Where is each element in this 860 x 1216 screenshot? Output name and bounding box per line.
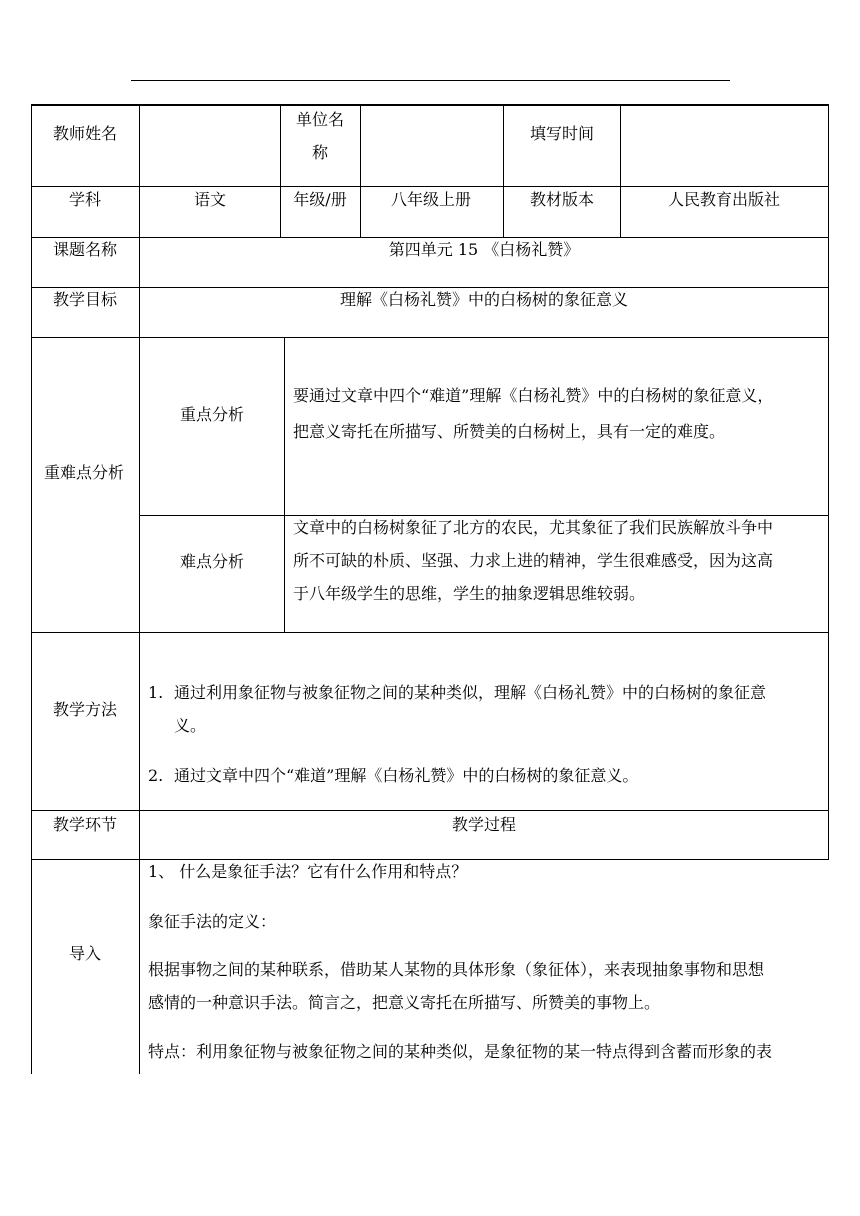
row-divider (31, 186, 829, 187)
method-item-text-line: 通过利用象征物与被象征物之间的某种类似，理解《白杨礼赞》中的白杨树的象征意 (174, 683, 767, 702)
lesson-title-label: 课题名称 (52, 240, 118, 259)
table-border-right (828, 104, 829, 859)
row-divider (31, 287, 829, 288)
method-item-number: 1. (148, 683, 164, 702)
difficulty-text-line: 所不可缺的朴质、坚强、力求上进的精神，学生很难感受，因为这高 (293, 551, 774, 570)
intro-definition-line: 根据事物之间的某种联系，借助某人某物的具体形象（象征体），来表现抽象事物和思想 (148, 960, 765, 979)
row-divider (31, 632, 829, 633)
intro-feature-line: 特点：利用象征物与被象征物之间的某种类似，是象征物的某一特点得到含蓄而形象的表 (148, 1042, 773, 1061)
teaching-goal-label: 教学目标 (52, 290, 118, 309)
method-item-text-line: 通过文章中四个“难道”理解《白杨礼赞》中的白杨树的象征意义。 (174, 766, 639, 785)
table-border-left (31, 104, 32, 1074)
teaching-process-label: 教学过程 (451, 815, 517, 834)
teaching-method-label: 教学方法 (52, 700, 118, 719)
teacher-name-label: 教师姓名 (52, 124, 118, 143)
grade-value: 八年级上册 (390, 190, 472, 209)
intro-definition-line: 感情的一种意识手法。简言之，把意义寄托在所描写、所赞美的事物上。 (148, 993, 661, 1012)
method-item-text-line: 义。 (174, 716, 207, 735)
unit-name-label-line1: 单位名 (295, 110, 345, 129)
unit-name-label-line2: 称 (311, 143, 329, 162)
row-divider (31, 810, 829, 811)
table-border-top (31, 104, 829, 106)
key-difficulty-analysis-label: 重难点分析 (43, 463, 125, 482)
col-divider (139, 104, 140, 1074)
col-divider (620, 104, 621, 237)
edition-label: 教材版本 (529, 190, 595, 209)
page-header-rule (131, 80, 730, 81)
teaching-goal-value: 理解《白杨礼赞》中的白杨树的象征意义 (339, 290, 629, 309)
intro-question: 1、 什么是象征手法？它有什么作用和特点？ (148, 862, 468, 881)
subject-label: 学科 (68, 190, 102, 209)
difficulty-text-line: 于八年级学生的思维，学生的抽象逻辑思维较弱。 (293, 584, 646, 603)
method-item-number: 2. (148, 766, 164, 785)
col-divider (284, 337, 285, 632)
edition-value: 人民教育出版社 (667, 190, 781, 209)
intro-stage-label: 导入 (68, 944, 102, 963)
key-point-label: 重点分析 (179, 405, 245, 424)
difficulty-text-line: 文章中的白杨树象征了北方的农民，尤其象征了我们民族解放斗争中 (293, 518, 774, 537)
fill-date-label: 填写时间 (529, 124, 595, 143)
grade-label: 年级/册 (293, 190, 347, 209)
difficulty-label: 难点分析 (179, 552, 245, 571)
row-divider (31, 859, 829, 860)
teaching-stage-label: 教学环节 (52, 815, 118, 834)
lesson-title-value: 第四单元 15 《白杨礼赞》 (388, 240, 580, 259)
row-divider (31, 237, 829, 238)
intro-definition-title: 象征手法的定义： (148, 912, 277, 931)
row-divider (31, 337, 829, 338)
col-divider (503, 104, 504, 237)
key-point-text-line: 把意义寄托在所描写、所赞美的白杨树上，具有一定的难度。 (293, 422, 726, 441)
subject-value: 语文 (193, 190, 227, 209)
key-point-text-line: 要通过文章中四个“难道”理解《白杨礼赞》中的白杨树的象征意义， (293, 386, 774, 405)
col-divider (280, 104, 281, 237)
row-divider (139, 515, 829, 516)
col-divider (360, 104, 361, 237)
